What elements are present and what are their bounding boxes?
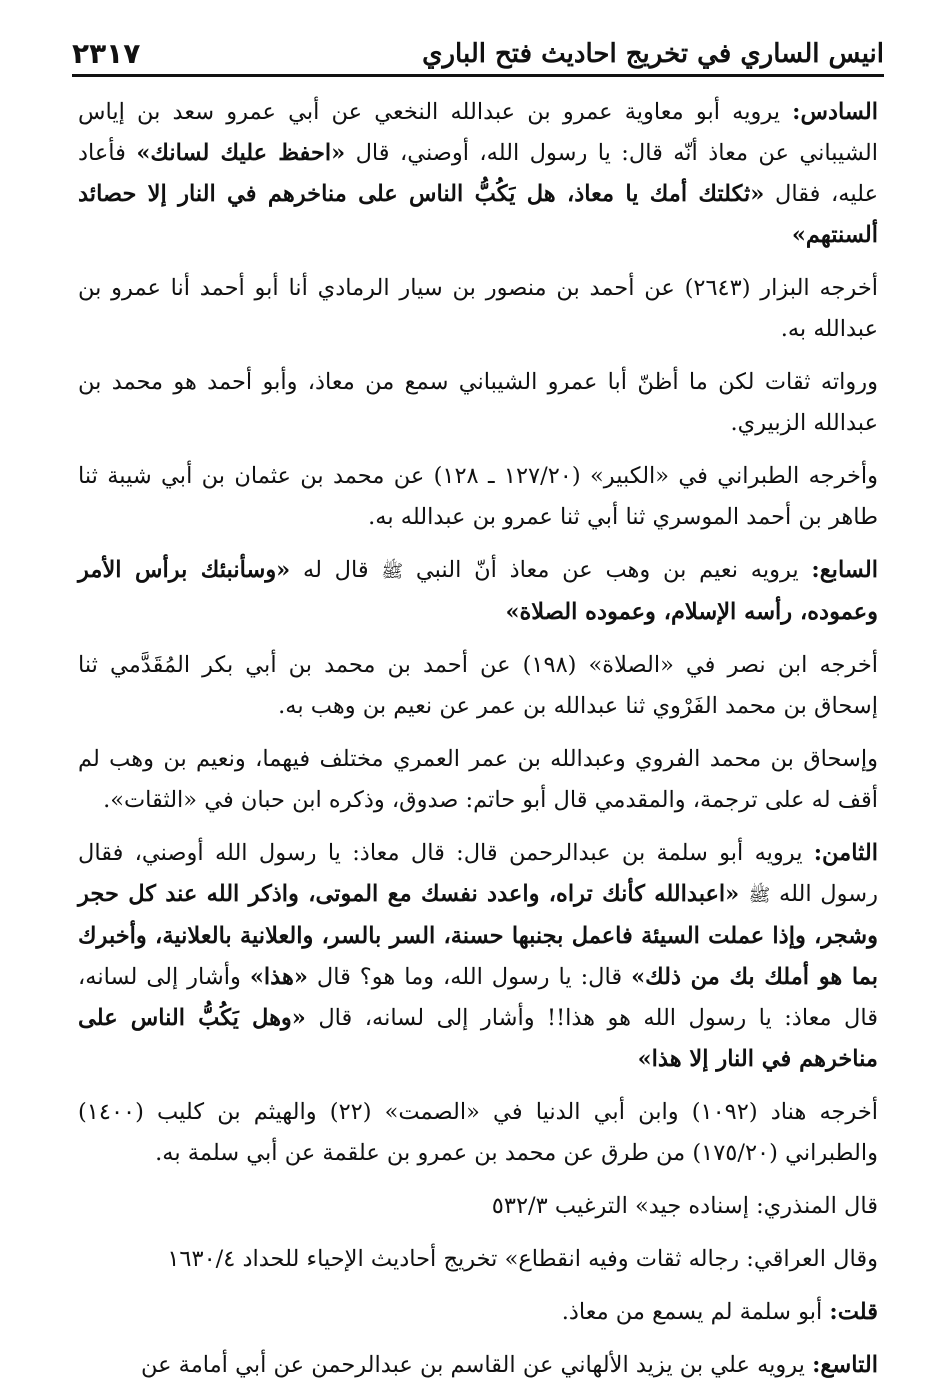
paragraph-sixth: [78, 92, 878, 256]
body-text: يرويه نعيم بن وهب عن معاذ أنّ النبي: [403, 557, 812, 583]
paragraph: أخرجه ابن نصر في «الصلاة» (١٩٨) عن أحمد بن محمد بن أبي بكر المُقَدَّمي ثنا إسحاق بن محمد الفَرْوي ثنا عبدالله بن عمر عن نعيم بن وهب به.: [78, 652, 878, 719]
salawat-symbol: ﷺ: [381, 561, 404, 582]
hadith-quote: «هذا»: [249, 964, 308, 990]
hadith-quote: «ثكلتك أمك يا معاذ، هل يَكُبُّ الناس على مناخرهم في النار إلا حصائد ألسنتهم»: [78, 181, 878, 248]
body-text: قال له: [290, 557, 382, 583]
section-lead: التاسع:: [812, 1352, 878, 1378]
paragraph-seventh: [78, 550, 878, 633]
body-text: يرويه علي بن يزيد الألهاني عن القاسم بن عبدالرحمن عن أبي أمامة عن: [140, 1352, 813, 1378]
body-text: يرويه أبو سلمة بن عبدالرحمن قال: قال معاذ: يا رسول الله أوصني، فقال رسول الله: [78, 840, 878, 907]
paragraph: وقال العراقي: رجاله ثقات وفيه انقطاع» تخريج أحاديث الإحياء للحداد ١٦٣٠/٤: [167, 1246, 878, 1272]
page-number: ٢٣١٧: [72, 37, 141, 70]
hadith-quote: «احفظ عليك لسانك»: [136, 140, 346, 166]
section-lead: السادس:: [792, 99, 878, 125]
paragraph: أخرجه البزار (٢٦٤٣) عن أحمد بن منصور بن سيار الرمادي أنا أبو أحمد أنا عمرو بن عبدالله به.: [78, 275, 878, 342]
paragraph-ninth: [78, 1345, 878, 1386]
body-text: فأعاد عليه، فقال: [78, 140, 878, 207]
body-text: أبو سلمة لم يسمع من معاذ.: [561, 1299, 830, 1325]
paragraph: وإسحاق بن محمد الفروي وعبدالله بن عمر العمري مختلف فيهما، ونعيم بن وهب لم أقف له على ترجمة، والمقدمي قال أبو حاتم: صدوق، وذكره ابن حبان في «الثقات».: [78, 746, 878, 813]
hadith-quote: «وهل يَكُبُّ الناس على مناخرهم في النار إلا هذا»: [78, 1005, 878, 1072]
section-lead: السابع:: [811, 557, 878, 583]
salawat-symbol: ﷺ: [748, 885, 771, 906]
section-lead: الثامن:: [813, 840, 878, 866]
paragraph-eighth: [78, 833, 878, 1080]
page-header: [72, 24, 884, 77]
paragraph: وأخرجه الطبراني في «الكبير» (١٢٧/٢٠ ـ ١٢٨) عن محمد بن عثمان بن أبي شيبة ثنا طاهر بن أحمد الموسري ثنا أبي ثنا عمرو بن عبدالله به.: [78, 463, 878, 530]
running-title: انيس الساري في تخريج احاديث فتح الباري: [422, 39, 884, 69]
body-text: يرويه أبو معاوية عمرو بن عبدالله النخعي عن أبي عمرو سعد بن إياس الشيباني عن معاذ أنّه قال: يا رسول الله، أوصني، قال: [78, 99, 878, 166]
hadith-quote: «اعبدالله كأنك تراه، واعدد نفسك مع الموتى، واذكر الله عند كل حجر وشجر، وإذا عملت السيئة فاعمل بجنبها حسنة، السر بالسر، والعلانية بالعلانية، وأخبرك بما هو أملك بك من ذلك»: [78, 881, 878, 990]
paragraph: أخرجه هناد (١٠٩٢) وابن أبي الدنيا في «الصمت» (٢٢) والهيثم بن كليب (١٤٠٠) والطبراني (١٧٥/٢٠) من طرق عن محمد بن عمرو بن علقمة عن أبي سلمة به.: [78, 1099, 878, 1166]
paragraph: ورواته ثقات لكن ما أظنّ أبا عمرو الشيباني سمع من معاذ، وأبو أحمد هو محمد بن عبدالله الزبيري.: [78, 369, 878, 436]
page-body: [78, 92, 878, 1378]
body-text: قال: يا رسول الله، وما هو؟ قال: [307, 964, 632, 990]
section-lead: قلت:: [829, 1299, 878, 1325]
paragraph-note: [78, 1292, 878, 1333]
paragraph: قال المنذري: إسناده جيد» الترغيب ٥٣٢/٣: [491, 1193, 878, 1219]
hadith-quote: «وسأنبئك برأس الأمر وعموده، رأسه الإسلام، وعموده الصلاة»: [78, 557, 878, 625]
body-text: وأشار إلى لسانه، قال معاذ: يا رسول الله هو هذا!! وأشار إلى لسانه، قال: [78, 964, 878, 1031]
